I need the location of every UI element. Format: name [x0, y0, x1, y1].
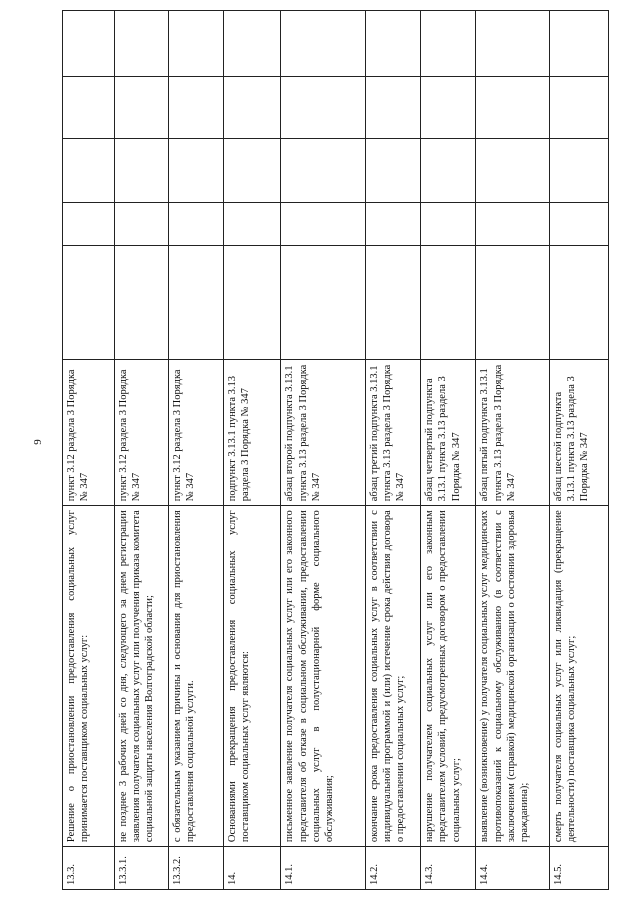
empty-cell — [114, 77, 168, 138]
empty-cell — [169, 11, 224, 78]
row-text — [549, 506, 608, 847]
row-number: 13.3.1. — [114, 847, 168, 890]
empty-cell — [281, 77, 366, 138]
row-reference: подпункт 3.13.1 пункта 3.13 раздела 3 Порядка № 347 — [224, 360, 281, 506]
empty-cell — [421, 245, 476, 360]
empty-cell — [114, 11, 168, 78]
table-row — [169, 11, 224, 890]
empty-cell — [63, 11, 115, 78]
empty-cell — [421, 138, 476, 202]
row-text-paragraph: окончание срока предоставления социальных услуг в соответствии с индивидуальной программой и (или) истечение срока действия договора о предоставлении социальных услуг; — [369, 510, 407, 843]
table-row — [549, 11, 608, 890]
row-text — [169, 506, 224, 847]
empty-cell — [224, 202, 281, 245]
row-number: 14. — [224, 847, 281, 890]
empty-cell — [281, 245, 366, 360]
empty-cell — [476, 245, 549, 360]
row-reference: пункт 3.12 раздела 3 Порядка № 347 — [114, 360, 168, 506]
empty-cell — [114, 245, 168, 360]
row-text-paragraph: Решение о приостановлении предоставления социальных услуг принимается поставщиком социальных услуг: — [66, 510, 91, 843]
row-reference: абзац второй подпункта 3.13.1 пункта 3.13 раздела 3 Порядка № 347 — [281, 360, 366, 506]
row-number: 14.4. — [476, 847, 549, 890]
row-reference: абзац четвертый подпункта 3.13.1 пункта 3.13 раздела 3 Порядка № 347 — [421, 360, 476, 506]
empty-cell — [476, 138, 549, 202]
empty-cell — [366, 202, 421, 245]
row-reference: пункт 3.12 раздела 3 Порядка № 347 — [63, 360, 115, 506]
table-row — [114, 11, 168, 890]
empty-cell — [366, 245, 421, 360]
row-number: 14.2. — [366, 847, 421, 890]
empty-cell — [476, 11, 549, 78]
row-number: 13.3. — [63, 847, 115, 890]
empty-cell — [421, 77, 476, 138]
row-text — [476, 506, 549, 847]
empty-cell — [169, 77, 224, 138]
page-number: 9 — [32, 439, 44, 445]
empty-cell — [281, 202, 366, 245]
table-row — [366, 11, 421, 890]
empty-cell — [63, 202, 115, 245]
row-text — [366, 506, 421, 847]
empty-cell — [366, 11, 421, 78]
empty-cell — [169, 245, 224, 360]
empty-cell — [169, 202, 224, 245]
empty-cell — [224, 11, 281, 78]
empty-cell — [421, 11, 476, 78]
empty-cell — [549, 77, 608, 138]
row-text — [281, 506, 366, 847]
row-number: 13.3.2. — [169, 847, 224, 890]
empty-cell — [476, 202, 549, 245]
table-row — [476, 11, 549, 890]
row-reference: абзац шестой подпункта 3.13.1 пункта 3.13 раздела 3 Порядка № 347 — [549, 360, 608, 506]
row-number: 14.5. — [549, 847, 608, 890]
table-row — [281, 11, 366, 890]
empty-cell — [224, 138, 281, 202]
row-text — [224, 506, 281, 847]
requirements-table — [62, 10, 609, 890]
row-text — [114, 506, 168, 847]
empty-cell — [63, 245, 115, 360]
table-row — [224, 11, 281, 890]
row-text-paragraph: с обязательным указанием причины и основания для приостановления предоставления социальной услуги. — [172, 510, 197, 843]
empty-cell — [224, 77, 281, 138]
empty-cell — [421, 202, 476, 245]
empty-cell — [169, 138, 224, 202]
empty-cell — [549, 202, 608, 245]
empty-cell — [549, 11, 608, 78]
table-row — [63, 11, 115, 890]
table-row — [421, 11, 476, 890]
row-reference: пункт 3.12 раздела 3 Порядка № 347 — [169, 360, 224, 506]
row-text-paragraph: выявление (возникновение) у получателя социальных услуг медицинских противопоказаний к социальному обслуживанию (в соответствии с заключением (справкой) медицинской организации о состоянии здоровья гражданина); — [479, 510, 530, 843]
row-text — [63, 506, 115, 847]
row-text-paragraph: нарушение получателем социальных услуг или его законным представителем условий, предусмотренных договором о предоставлении социальных услуг; — [424, 510, 462, 843]
document-page — [62, 10, 609, 890]
empty-cell — [366, 77, 421, 138]
empty-cell — [114, 202, 168, 245]
row-text-paragraph: не позднее 3 рабочих дней со дня, следующего за днем регистрации заявления получателя социальных услуг или получения приказа комитета социальной защиты населения Волгоградской области; — [117, 510, 156, 843]
rotated-table-container — [62, 10, 609, 890]
empty-cell — [63, 138, 115, 202]
empty-cell — [63, 77, 115, 138]
row-text-paragraph: смерть получателя социальных услуг или ликвидация (прекращение деятельности) поставщика социальных услуг; — [552, 510, 577, 843]
empty-cell — [549, 138, 608, 202]
row-reference: абзац третий подпункта 3.13.1 пункта 3.13 раздела 3 Порядка № 347 — [366, 360, 421, 506]
row-text — [421, 506, 476, 847]
row-reference: абзац пятый подпункта 3.13.1 пункта 3.13 раздела 3 Порядка № 347 — [476, 360, 549, 506]
row-number: 14.1. — [281, 847, 366, 890]
empty-cell — [281, 138, 366, 202]
empty-cell — [224, 245, 281, 360]
empty-cell — [114, 138, 168, 202]
row-number: 14.3. — [421, 847, 476, 890]
empty-cell — [281, 11, 366, 78]
empty-cell — [549, 245, 608, 360]
row-text-paragraph: письменное заявление получателя социальных услуг или его законного представителя об отказе в социальном обслуживании, предоставлении социальных услуг в полустационарной форме социального обслуживания; — [284, 510, 335, 843]
empty-cell — [476, 77, 549, 138]
empty-cell — [366, 138, 421, 202]
row-text-paragraph: Основаниями прекращения предоставления социальных услуг поставщиком социальных услуг являются: — [227, 510, 252, 843]
